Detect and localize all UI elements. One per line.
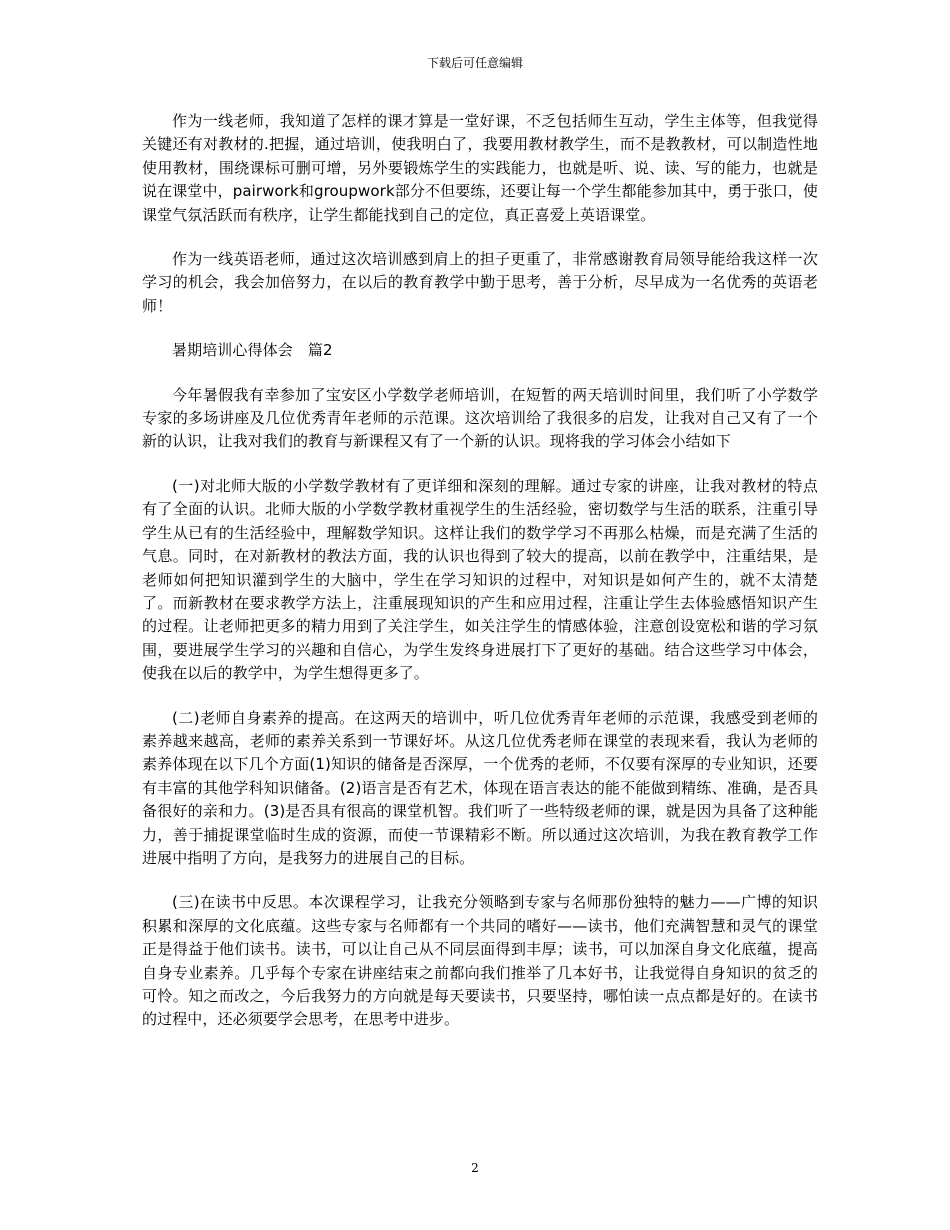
section-heading: 暑期培训心得体会 篇2 <box>172 341 333 360</box>
paragraph-point-2: (二)老师自身素养的提高。在这两天的培训中，听几位优秀青年老师的示范课，我感受到老师的素养越来越高，老师的素养关系到一节课好坏。从这几位优秀老师在课堂的表现来看，我认为老师的素养体现在以下几个方面(1)知识的储备是否深厚，一个优秀的老师，不仅要有深厚的专业知识，还要有丰富的其他学科知识储备。(2)语言是否有艺术，体现在语言表达的能不能做到精练、准确，是否具备很好的亲和力。(3)是否具有很高的课堂机智。我们听了一些特级老师的课，就是因为具备了这种能力，善于捕捉课堂临时生成的资源，而使一节课精彩不断。所以通过这次培训，为我在教育教学工作进展中指明了方向，是我努力的进展自己的目标。 <box>142 708 818 867</box>
page-header: 下载后可任意编辑 <box>426 56 523 70</box>
paragraph-intro: 今年暑假我有幸参加了宝安区小学数学老师培训，在短暂的两天培训时间里，我们听了小学数学专家的多场讲座及几位优秀青年老师的示范课。这次培训给了我很多的启发，让我对自己又有了一个新的认识，让我对我们的教育与新课程又有了一个新的认识。现将我的学习体会小结如下 <box>142 385 818 451</box>
paragraph-point-1: (一)对北师大版的小学数学教材有了更详细和深刻的理解。通过专家的讲座，让我对教材的特点有了全面的认识。北师大版的小学数学教材重视学生的生活经验，密切数学与生活的联系，注重引导学生从已有的生活经验中，理解数学知识。这样让我们的数学学习不再那么枯燥，而是充满了生活的气息。同时，在对新教材的教法方面，我的认识也得到了较大的提高，以前在教学中，注重结果，是老师如何把知识灌到学生的大脑中，学生在学习知识的过程中，对知识是如何产生的，就不太清楚了。而新教材在要求教学方法上，注重展现知识的产生和应用过程，注重让学生去体验感悟知识产生的过程。让老师把更多的精力用到了关注学生，如关注学生的情感体验，注意创设宽松和谐的学习氛围，要进展学生学习的兴趣和自信心，为学生发终身进展打下了更好的基础。结合这些学习中体会，使我在以后的教学中，为学生想得更多了。 <box>142 476 818 683</box>
paragraph-english-teacher: 作为一线英语老师，通过这次培训感到肩上的担子更重了，非常感谢教育局领导能给我这样一次学习的机会，我会加倍努力，在以后的教育教学中勤于思考，善于分析，尽早成为一名优秀的英语老师！ <box>142 250 818 315</box>
document-body <box>142 110 818 1053</box>
paragraph-teacher-reflection: 作为一线老师，我知道了怎样的课才算是一堂好课，不乏包括师生互动，学生主体等，但我觉得关键还有对教材的.把握，通过培训，使我明白了，我要用教材教学生，而不是教教材，可以制造性地使用教材，围绕课标可删可增，另外要锻炼学生的实践能力，也就是听、说、读、写的能力，也就是说在课堂中，pairwork和groupwork部分不但要练，还要让每一个学生都能参加其中，勇于张口，使课堂气氛活跃而有秩序，让学生都能找到自己的定位，真正喜爱上英语课堂。 <box>142 112 818 224</box>
paragraph-point-3: (三)在读书中反思。本次课程学习，让我充分领略到专家与名师那份独特的魅力——广博的知识积累和深厚的文化底蕴。这些专家与名师都有一个共同的嗜好——读书，他们充满智慧和灵气的课堂正是得益于他们读书。读书，可以让自己从不同层面得到丰厚；读书，可以加深自身文化底蕴，提高自身专业素养。几乎每个专家在讲座结束之前都向我们推举了几本好书，让我觉得自身知识的贫乏的可怜。知之而改之，今后我努力的方向就是每天要读书，只要坚持，哪怕读一点点都是好的。在读书的过程中，还必须要学会思考，在思考中进步。 <box>142 893 818 1029</box>
page-number: 2 <box>471 1161 479 1175</box>
